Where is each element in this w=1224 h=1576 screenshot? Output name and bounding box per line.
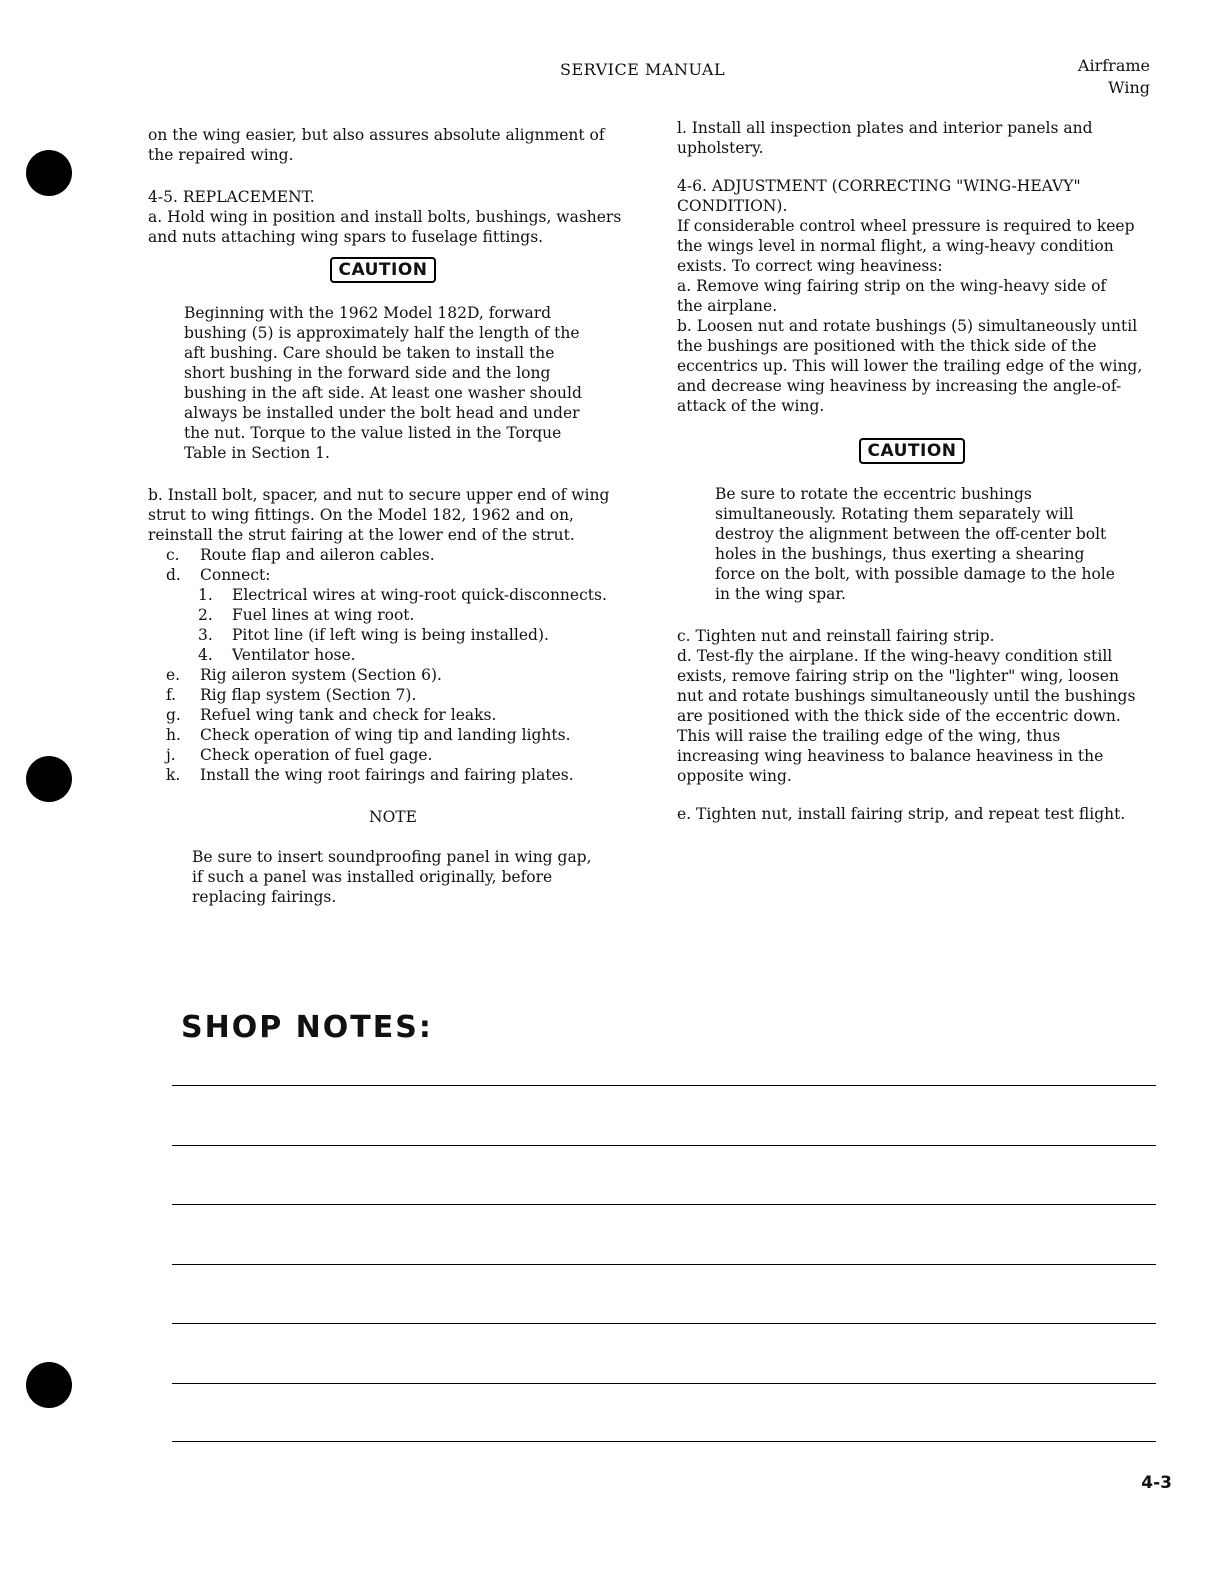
list-item: d. Connect: [166,566,271,584]
list-item: f. Rig flap system (Section 7). [166,686,417,704]
adjustment-step-c: c. Tighten nut and reinstall fairing strip. [677,627,995,645]
punch-hole-top [26,150,72,196]
shop-notes-line [172,1264,1156,1265]
shop-notes-line [172,1383,1156,1384]
list-item: g. Refuel wing tank and check for leaks. [166,706,497,724]
list-item: e. Rig aileron system (Section 6). [166,666,442,684]
adjustment-step-a: a. Remove wing fairing strip on the wing-heavy side of the airplane. [677,277,1107,315]
caution-label: CAUTION [330,257,435,283]
left-column [148,125,638,907]
punch-hole-middle [26,756,72,802]
shop-notes-line [172,1085,1156,1086]
replacement-step-l: l. Install all inspection plates and interior panels and upholstery. [677,119,1093,157]
replacement-step-b: b. Install bolt, spacer, and nut to secure upper end of wing strut to wing fittings. On the Model 182, 1962 and on, reinstall the strut fairing at the lower end of the strut. [148,486,610,544]
shop-notes-title: SHOP NOTES: [181,1010,433,1045]
punch-hole-bottom [26,1362,72,1408]
replacement-step-a: a. Hold wing in position and install bolts, bushings, washers and nuts attaching wing spars to fuselage fittings. [148,208,622,246]
note-text: Be sure to insert soundproofing panel in wing gap, if such a panel was installed originally, before replacing fairings. [192,848,592,906]
section-header [1078,55,1150,99]
shop-notes-line [172,1145,1156,1146]
adjustment-text: If considerable control wheel pressure is required to keep the wings level in normal flight, a wing-heavy condition exists. To correct wing heaviness: [677,217,1135,275]
intro-text: on the wing easier, but also assures absolute alignment of the repaired wing. [148,126,605,164]
caution-label: CAUTION [859,438,964,464]
caution-text: Be sure to rotate the eccentric bushings simultaneously. Rotating them separately will destroy the alignment between the off-center bolt holes in the bushings, thus exerting a shearing force on the bolt, with possible damage to the hole in the wing spar. [715,485,1115,603]
shop-notes-line [172,1204,1156,1205]
right-column [677,118,1159,824]
note-label: NOTE [369,808,417,826]
shop-notes-line [172,1441,1156,1442]
list-item: j. Check operation of fuel gage. [166,746,433,764]
list-item: 4. Ventilator hose. [198,646,356,664]
list-item: h. Check operation of wing tip and landing lights. [166,726,571,744]
list-item: k. Install the wing root fairings and fairing plates. [166,766,574,784]
subsection-name: Wing [1108,78,1150,97]
manual-title: SERVICE MANUAL [560,60,726,79]
caution-text: Beginning with the 1962 Model 182D, forward bushing (5) is approximately half the length of the aft bushing. Care should be taken to install the short bushing in the forward side and the long bushing in the aft side. At least one washer should always be installed under the bolt head and under the nut. Torque to the value listed in the Torque Table in Section 1. [184,304,582,462]
replacement-heading: 4-5. REPLACEMENT. [148,188,315,206]
list-item: 3. Pitot line (if left wing is being installed). [198,626,549,644]
adjustment-heading: 4-6. ADJUSTMENT (CORRECTING "WING-HEAVY" CONDITION). [677,177,1081,215]
adjustment-step-b: b. Loosen nut and rotate bushings (5) simultaneously until the bushings are positioned with the thick side of the eccentrics up. This will lower the trailing edge of the wing, and decrease wing heaviness by increasing the angle-of-attack of the wing. [677,317,1143,415]
section-name: Airframe [1077,56,1150,75]
adjustment-step-e: e. Tighten nut, install fairing strip, and repeat test flight. [677,805,1126,823]
list-item: 2. Fuel lines at wing root. [198,606,415,624]
list-item: 1. Electrical wires at wing-root quick-disconnects. [198,586,607,604]
adjustment-step-d: d. Test-fly the airplane. If the wing-heavy condition still exists, remove fairing strip on the "lighter" wing, loosen nut and rotate bushings simultaneously until the bushings are positioned with the thick side of the eccentric down. This will raise the trailing edge of the wing, thus increasing wing heaviness to balance heaviness in the opposite wing. [677,647,1136,785]
list-item: c. Route flap and aileron cables. [166,546,435,564]
page-number: 4-3 [1141,1473,1172,1493]
shop-notes-line [172,1323,1156,1324]
